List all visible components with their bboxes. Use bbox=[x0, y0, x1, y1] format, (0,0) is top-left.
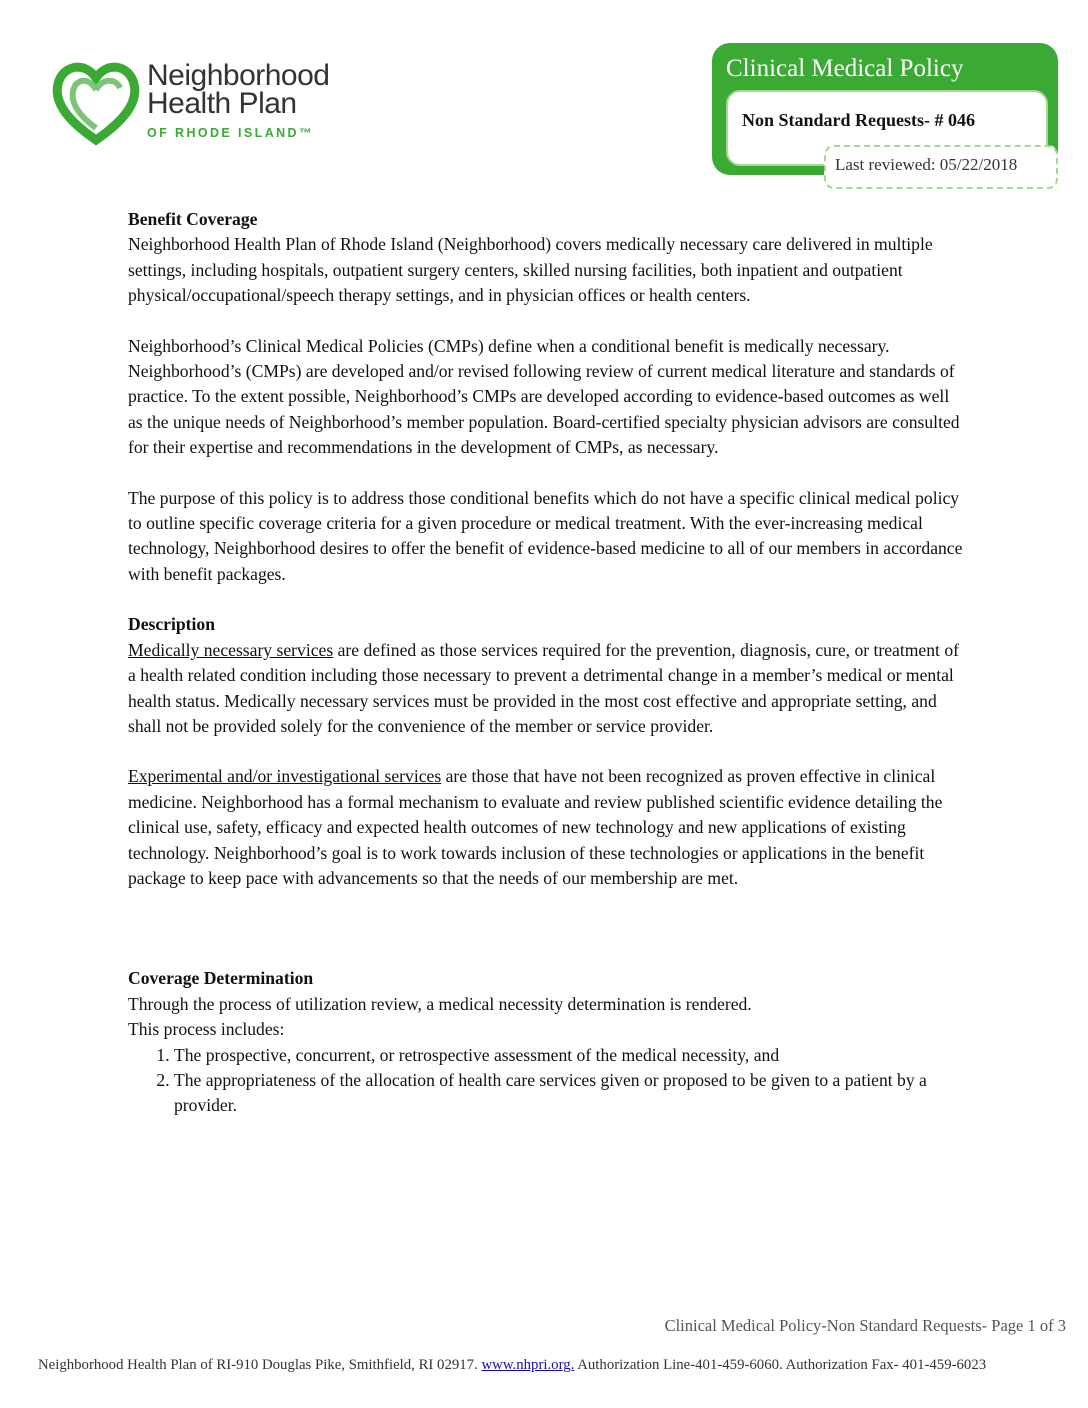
last-reviewed-box: Last reviewed: 05/22/2018 bbox=[824, 145, 1058, 189]
term-medically-necessary: Medically necessary services bbox=[128, 639, 334, 660]
policy-title: Clinical Medical Policy bbox=[726, 55, 964, 82]
heading-description: Description bbox=[128, 614, 215, 635]
footer-page-label: Clinical Medical Policy-Non Standard Requests- Page 1 of 3 bbox=[664, 1316, 1066, 1335]
website-link[interactable]: www.nhpri.org. bbox=[481, 1357, 575, 1373]
logo bbox=[50, 56, 360, 148]
heading-benefit-coverage: Benefit Coverage bbox=[128, 209, 258, 229]
policy-number: Non Standard Requests- # 046 bbox=[742, 110, 976, 130]
benefit-paragraph-1: Neighborhood Health Plan of Rhode Island (Neighborhood) covers medically necessary care delivered in multiple settings, including hospitals, outpatient surgery centers, skilled nursing facilities, both inpatient and outpatient physical/occupational/speech therapy settings, and in physician offices or health centers. bbox=[128, 234, 933, 306]
footer-address bbox=[38, 1357, 986, 1374]
heart-swirl-icon bbox=[50, 56, 142, 148]
list-item: 1. The prospective, concurrent, or retrospective assessment of the medical necessity, and bbox=[174, 1043, 968, 1068]
logo-line-3: OF RHODE ISLAND™ bbox=[147, 126, 314, 140]
benefit-paragraph-2: Neighborhood’s Clinical Medical Policies (CMPs) define when a conditional benefit is medically necessary. Neighborhood’s (CMPs) are developed and/or revised following review of current medical literature and standards of practice. To the extent possible, Neighborhood’s CMPs are developed according to evidence-based outcomes as well as the unique needs of Neighborhood’s member population. Board-certified specialty physician advisors are consulted for their expertise and recommendations in the development of CMPs, as necessary. bbox=[128, 335, 960, 458]
description-paragraph-1 bbox=[128, 638, 968, 740]
coverage-line-2: This process includes: bbox=[128, 1019, 285, 1040]
description-paragraph-2 bbox=[128, 764, 968, 891]
description-paragraph-2-text: are those that have not been recognized as proven effective in clinical medicine. Neighborhood has a formal mechanism to evaluate and review published scientific evidence detailing the clinical use, safety, efficacy and expected health outcomes of new technology and new applications of existing technology. Neighborhood’s goal is to work towards inclusion of these technologies or applications in the benefit package to keep pace with advancements so that the needs of our membership are met. bbox=[128, 766, 943, 888]
description-paragraph-1-text: are defined as those services required for the prevention, diagnosis, cure, or treatment of a health related condition including those necessary to prevent a detrimental change in a member’s medical or mental health status. Medically necessary services must be provided in the most cost effective and appropriate setting, and shall not be provided solely for the convenience of the member or service provider. bbox=[128, 639, 959, 736]
coverage-line-1: Through the process of utilization review, a medical necessity determination is rendered. bbox=[128, 993, 752, 1014]
footer-address-suffix: Authorization Line-401-459-6060. Authorization Fax- 401-459-6023 bbox=[574, 1357, 987, 1373]
coverage-list bbox=[128, 1043, 968, 1119]
heading-coverage-determination: Coverage Determination bbox=[128, 968, 314, 989]
benefit-paragraph-3: The purpose of this policy is to address those conditional benefits which do not have a specific clinical medical policy to outline specific coverage criteria for a given procedure or medical treatment. With the ever-increasing medical technology, Neighborhood desires to offer the benefit of evidence-based medicine to all of our members in accordance with benefit packages. bbox=[128, 487, 963, 584]
logo-line-2: Health Plan bbox=[147, 87, 297, 120]
logo-line-1: Neighborhood bbox=[147, 59, 330, 92]
document-body bbox=[128, 207, 968, 1119]
list-item: 2. The appropriateness of the allocation of health care services given or proposed to be given to a patient by a provider. bbox=[174, 1068, 968, 1119]
footer-address-prefix: Neighborhood Health Plan of RI-910 Douglas Pike, Smithfield, RI 02917. bbox=[38, 1357, 482, 1373]
term-experimental: Experimental and/or investigational services bbox=[128, 766, 442, 787]
